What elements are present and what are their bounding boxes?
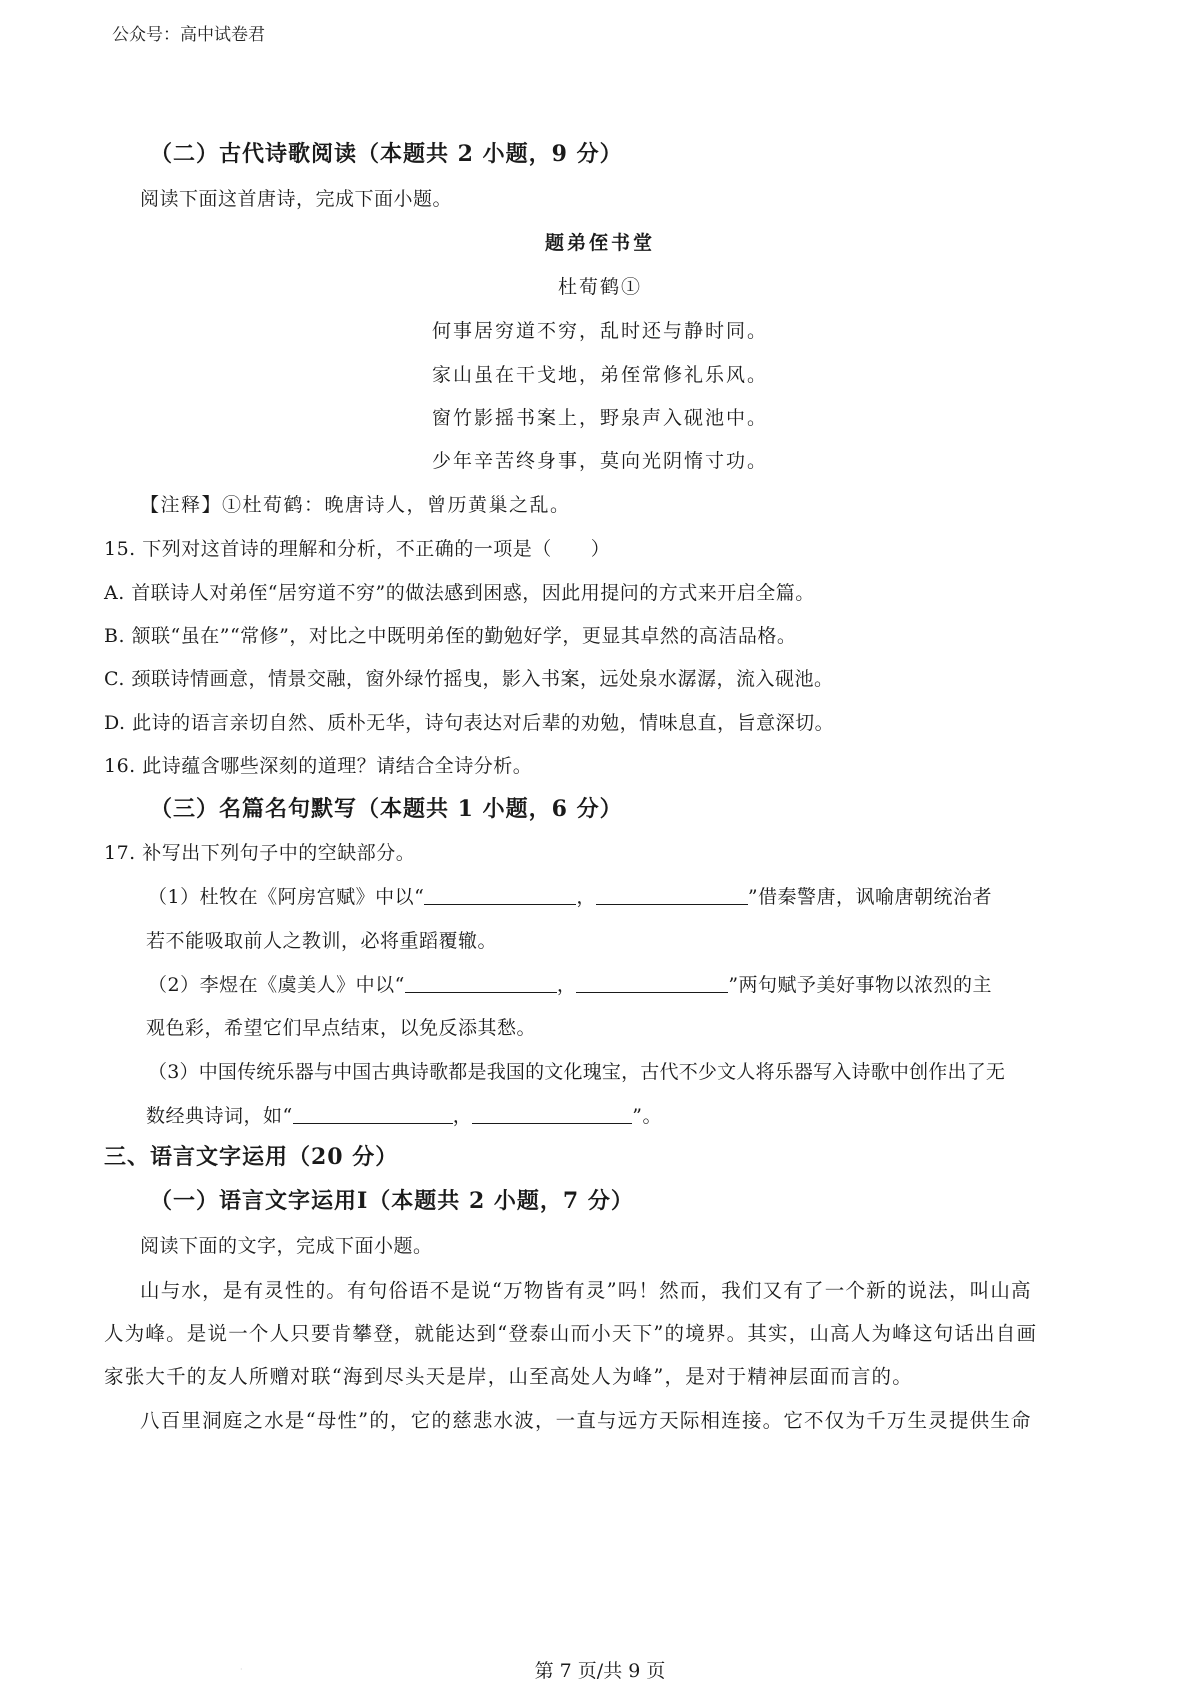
answer-blank[interactable] — [405, 992, 557, 993]
poem-line-1: 何事居穷道不穷，乱时还与静时同。 — [431, 320, 768, 342]
dictation-item-3-suffix: ”。 — [632, 1105, 662, 1127]
blank-separator: ， — [576, 886, 596, 908]
passage-instruction: 阅读下面的文字，完成下面小题。 — [140, 1235, 433, 1257]
dictation-item-2 — [148, 970, 992, 997]
passage-line-2: 人为峰。是说一个人只要肯攀登，就能达到“登泰山而小天下”的境界。其实，山高人为峰这句话出自画 — [104, 1322, 1038, 1345]
poem-line-4: 少年辛苦终身事，莫向光阴惰寸功。 — [431, 450, 768, 472]
question-15-option-c: C. 颈联诗情画意，情景交融，窗外绿竹摇曳，影入书案，远处泉水潺潺，流入砚池。 — [104, 668, 834, 690]
dictation-item-3-prefix: 数经典诗词，如“ — [146, 1105, 293, 1127]
poem-line-3: 窗竹影摇书案上，野泉声入砚池中。 — [431, 407, 768, 429]
answer-blank[interactable] — [472, 1123, 632, 1124]
dictation-item-3: （3）中国传统乐器与中国古典诗歌都是我国的文化瑰宝，古代不少文人将乐器写入诗歌中创作出了无 — [148, 1061, 1006, 1083]
blank-separator: ， — [452, 1105, 473, 1127]
question-15-option-b: B. 颔联“虽在”“常修”，对比之中既明弟侄的勤勉好学，更显其卓然的高洁品格。 — [104, 625, 797, 647]
page-number: 第 7 页/共 9 页 — [534, 1660, 666, 1682]
dictation-item-1-suffix: ”借秦警唐，讽喻唐朝统治者 — [747, 886, 993, 908]
section-title-language-use-1: （一）语言文字运用Ⅰ（本题共 2 小题，7 分） — [150, 1188, 634, 1214]
question-15-option-d: D. 此诗的语言亲切自然、质朴无华，诗句表达对后辈的劝勉，情味息直，旨意深切。 — [104, 712, 835, 734]
dictation-item-3-continuation — [146, 1101, 662, 1128]
dictation-item-2-continuation: 观色彩，希望它们早点结束，以免反添其愁。 — [146, 1017, 537, 1039]
poem-title: 题弟侄书堂 — [544, 232, 655, 254]
scan-speck: · — [240, 1665, 243, 1674]
dictation-item-1-prefix: （1）杜牧在《阿房宫赋》中以“ — [148, 886, 425, 908]
part-title-language-use: 三、语言文字运用（20 分） — [104, 1144, 399, 1170]
page-header-source: 公众号：高中试卷君 — [112, 25, 265, 45]
answer-blank[interactable] — [424, 904, 576, 905]
blank-separator: ， — [556, 974, 577, 996]
answer-blank[interactable] — [596, 904, 748, 905]
poem-note: 【注释】①杜荀鹤：晚唐诗人，曾历黄巢之乱。 — [140, 494, 571, 516]
dictation-item-2-prefix: （2）李煜在《虞美人》中以“ — [148, 974, 405, 996]
dictation-item-1-continuation: 若不能吸取前人之教训，必将重蹈覆辙。 — [146, 930, 498, 952]
question-17-stem: 17. 补写出下列句子中的空缺部分。 — [104, 842, 416, 864]
question-15-stem: 15. 下列对这首诗的理解和分析，不正确的一项是（ ） — [104, 538, 611, 560]
answer-blank[interactable] — [576, 992, 728, 993]
section-title-poetry: （二）古代诗歌阅读（本题共 2 小题，9 分） — [150, 141, 623, 167]
dictation-item-2-suffix: ”两句赋予美好事物以浓烈的主 — [728, 974, 993, 996]
question-15-option-a: A. 首联诗人对弟侄“居穷道不穷”的做法感到困惑，因此用提问的方式来开启全篇。 — [104, 582, 815, 604]
question-16-stem: 16. 此诗蕴含哪些深刻的道理？请结合全诗分析。 — [104, 755, 533, 777]
answer-blank[interactable] — [293, 1123, 453, 1124]
poem-author: 杜荀鹤① — [557, 276, 642, 298]
passage-line-1: 山与水，是有灵性的。有句俗语不是说“万物皆有灵”吗！然而，我们又有了一个新的说法，叫山高 — [140, 1279, 1032, 1302]
section-title-dictation: （三）名篇名句默写（本题共 1 小题，6 分） — [150, 796, 623, 822]
poem-line-2: 家山虽在干戈地，弟侄常修礼乐风。 — [431, 364, 768, 386]
poetry-instruction: 阅读下面这首唐诗，完成下面小题。 — [140, 188, 453, 210]
passage-line-3: 家张大千的友人所赠对联“海到尽头天是岸，山至高处人为峰”，是对于精神层面而言的。 — [104, 1365, 913, 1388]
dictation-item-1 — [148, 882, 992, 909]
passage-line-4: 八百里洞庭之水是“母性”的，它的慈悲水波，一直与远方天际相连接。它不仅为千万生灵提供生命 — [140, 1409, 1032, 1432]
